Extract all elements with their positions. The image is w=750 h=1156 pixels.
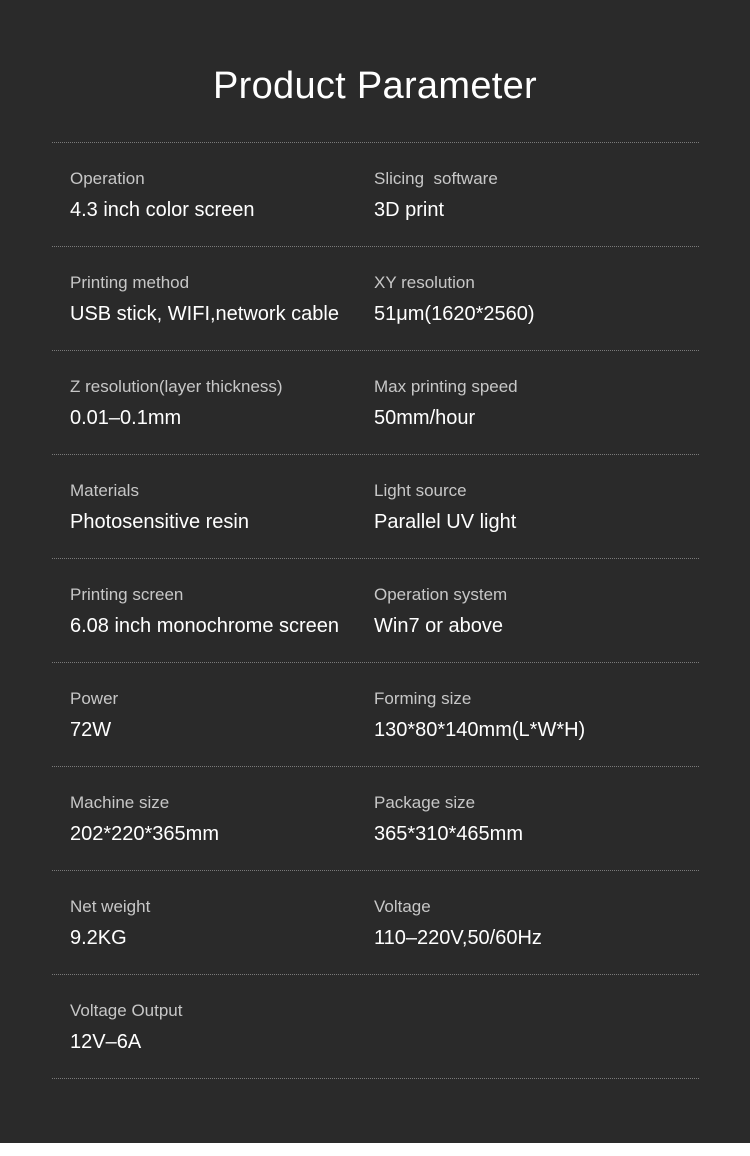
spec-item-voltage — [374, 897, 674, 950]
spec-label: Materials — [70, 481, 139, 500]
spec-item-printing-method — [70, 273, 370, 326]
spec-item-forming-size — [374, 689, 674, 742]
spec-label: Z resolution(layer thickness) — [70, 377, 283, 396]
spec-item-operation — [70, 169, 370, 222]
spec-value: Photosensitive resin — [70, 511, 249, 533]
spec-value: Parallel UV light — [374, 511, 517, 533]
spec-value: 3D print — [374, 199, 445, 221]
spec-label: Package size — [374, 793, 476, 812]
spec-item-package-size — [374, 793, 674, 846]
spec-label: Printing method — [70, 273, 190, 292]
divider — [52, 974, 699, 975]
divider — [52, 142, 699, 143]
spec-value: 0.01–0.1mm — [70, 407, 182, 429]
spec-item-power — [70, 689, 370, 742]
spec-value: 50mm/hour — [374, 407, 476, 429]
spec-item-slicing-software — [374, 169, 674, 222]
spec-label: Forming size — [374, 689, 472, 708]
divider — [52, 870, 699, 871]
spec-item-net-weight — [70, 897, 370, 950]
spec-label: Power — [70, 689, 119, 708]
spec-label: Printing screen — [70, 585, 184, 604]
spec-value: 4.3 inch color screen — [70, 199, 255, 221]
spec-label: Voltage Output — [70, 1001, 183, 1020]
divider — [52, 766, 699, 767]
spec-value: 6.08 inch monochrome screen — [70, 615, 340, 637]
spec-label: Slicing software — [374, 169, 498, 188]
spec-label: Operation system — [374, 585, 508, 604]
spec-value: 130*80*140mm(L*W*H) — [374, 719, 586, 741]
divider — [52, 454, 699, 455]
spec-value: 51μm(1620*2560) — [374, 303, 535, 325]
divider — [52, 246, 699, 247]
spec-label: Machine size — [70, 793, 170, 812]
spec-value: 9.2KG — [70, 927, 127, 949]
divider — [52, 558, 699, 559]
spec-item-z-resolution — [70, 377, 370, 430]
spec-item-machine-size — [70, 793, 370, 846]
spec-value: Win7 or above — [374, 615, 503, 637]
spec-item-light-source — [374, 481, 674, 534]
spec-item-voltage-output — [70, 1001, 370, 1054]
spec-item-operation-system — [374, 585, 674, 638]
spec-item-printing-screen — [70, 585, 370, 638]
spec-label: Voltage — [374, 897, 431, 916]
spec-value: 110–220V,50/60Hz — [374, 927, 542, 949]
spec-value: 12V–6A — [70, 1031, 142, 1053]
spec-label: Max printing speed — [374, 377, 518, 396]
spec-label: Net weight — [70, 897, 151, 916]
divider — [52, 350, 699, 351]
spec-value: 365*310*465mm — [374, 823, 523, 845]
spec-value: USB stick, WIFI,network cable — [70, 303, 339, 325]
bottom-margin — [0, 1143, 750, 1156]
spec-label: Light source — [374, 481, 467, 500]
spec-value: 72W — [70, 719, 112, 741]
spec-label: Operation — [70, 169, 145, 188]
divider — [52, 662, 699, 663]
spec-item-max-printing-speed — [374, 377, 674, 430]
spec-item-materials — [70, 481, 370, 534]
spec-item-xy-resolution — [374, 273, 674, 326]
divider — [52, 1078, 699, 1079]
spec-label: XY resolution — [374, 273, 475, 292]
page-title: Product Parameter — [212, 65, 538, 107]
spec-value: 202*220*365mm — [70, 823, 219, 845]
